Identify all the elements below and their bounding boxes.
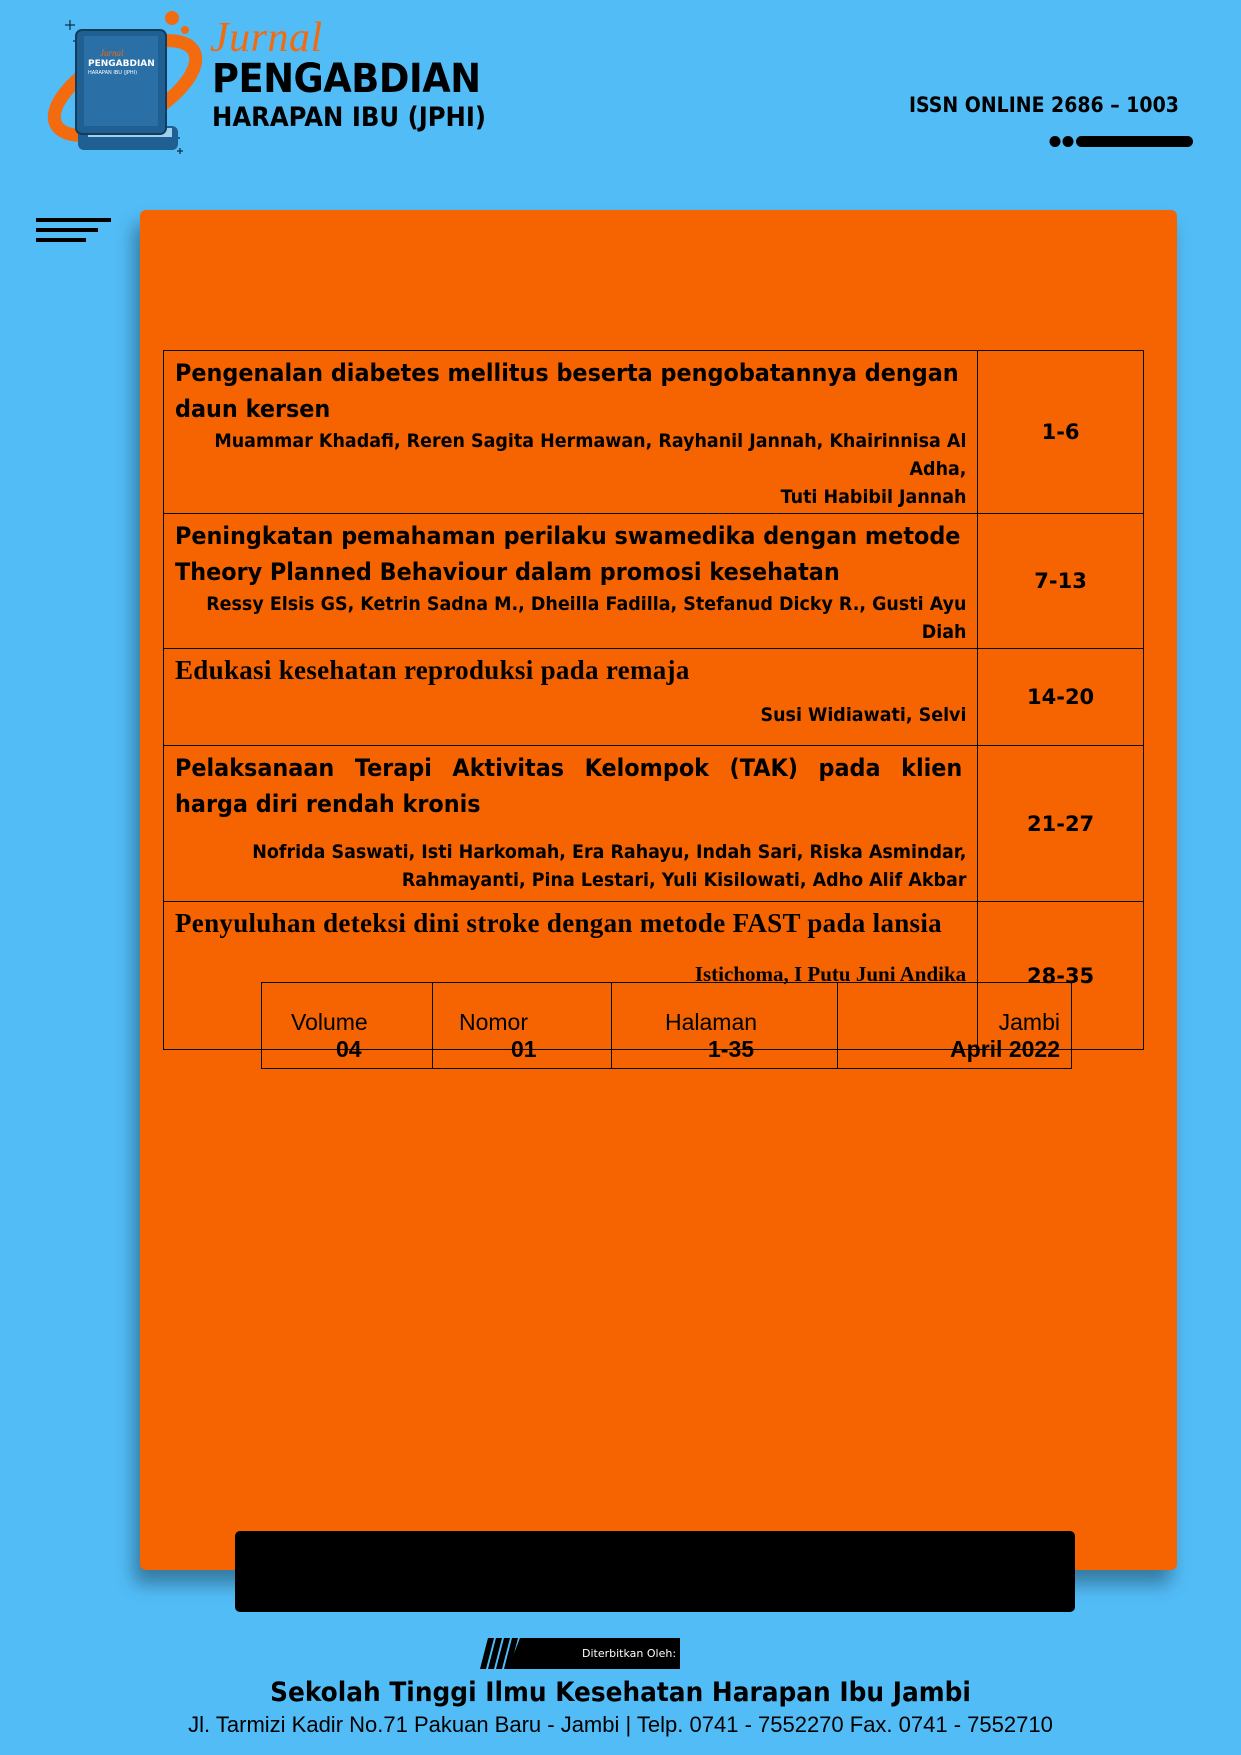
article-pages: 7-13 [978,514,1144,649]
table-row [164,746,1144,902]
halaman-value: 1-35 [708,1036,755,1062]
published-by-label: Diterbitkan Oleh: [582,1647,677,1660]
volume-cell [262,983,433,1069]
article-title: Peningkatan pemahaman perilaku swamedika dengan metode Theory Planned Behaviour dalam promosi kesehatan [175,522,961,586]
article-authors: Nofrida Saswati, Isti Harkomah, Era Rahayu, Indah Sari, Riska Asmindar, [251,841,967,863]
journal-title-line2: HARAPAN IBU (JPHI) [212,102,487,133]
journal-title-line1: PENGABDIAN [212,56,481,102]
table-row [164,351,1144,514]
article-pages: 1-6 [978,351,1144,514]
table-of-contents [163,350,1144,1050]
institution-name: Sekolah Tinggi Ilmu Kesehatan Harapan Ibu Jambi [270,1677,971,1708]
table-row [164,649,1144,746]
menu-lines-decoration [36,218,111,244]
article-authors: Rahmayanti, Pina Lestari, Yuli Kisilowati, Adho Alif Akbar [401,869,967,891]
halaman-cell [612,983,838,1069]
article-title: Penyuluhan deteksi dini stroke dengan metode FAST pada lansia [175,908,942,938]
volume-label: Volume [291,1009,368,1035]
journal-word: Jurnal [210,15,323,61]
nomor-value: 01 [511,1036,537,1062]
article-authors: Istichoma, I Putu Juni Andika [694,962,967,986]
nomor-label: Nomor [459,1009,529,1035]
journal-logo [40,6,210,156]
article-info [164,351,978,514]
dots-bar-decoration [1049,135,1193,148]
article-title: Pelaksanaan Terapi Aktivitas Kelompok (TAK) pada klien harga diri rendah kronis [175,754,963,818]
city-label: Jambi [998,1009,1060,1035]
nomor-cell [433,983,612,1069]
article-info [164,746,978,902]
article-info [164,514,978,649]
table-row [262,983,1072,1069]
svg-text:HARAPAN IBU (JPHI): HARAPAN IBU (JPHI) [88,70,138,76]
svg-text:PENGABDIAN: PENGABDIAN [88,59,155,69]
article-authors: Ressy Elsis GS, Ketrin Sadna M., Dheilla Fadilla, Stefanud Dicky R., Gusti Ayu Diah [205,593,967,643]
article-authors: Muammar Khadafi, Reren Sagita Hermawan, Rayhanil Jannah, Khairinnisa Al Adha, [214,430,967,480]
table-row [164,514,1144,649]
svg-text:Jurnal: Jurnal [100,48,124,58]
volume-value: 04 [336,1036,362,1062]
article-title: Pengenalan diabetes mellitus beserta pengobatannya dengan daun kersen [175,359,959,423]
black-banner [235,1531,1075,1612]
date-cell [838,983,1072,1069]
article-pages: 28-35 [978,902,1144,1050]
issue-meta-table [261,982,1072,1069]
article-info [164,649,978,746]
institution-address: Jl. Tarmizi Kadir No.71 Pakuan Baru - Jambi | Telp. 0741 - 7552270 Fax. 0741 - 7552710 [188,1712,1053,1737]
article-title: Edukasi kesehatan reproduksi pada remaja [175,655,690,685]
halaman-label: Halaman [665,1009,758,1035]
article-pages: 14-20 [978,649,1144,746]
article-pages: 21-27 [978,746,1144,902]
article-authors: Susi Widiawati, Selvi [760,704,967,726]
date-value: April 2022 [950,1036,1060,1062]
issn-label: ISSN ONLINE 2686 – 1003 [909,93,1179,117]
article-authors: Tuti Habibil Jannah [780,486,967,508]
